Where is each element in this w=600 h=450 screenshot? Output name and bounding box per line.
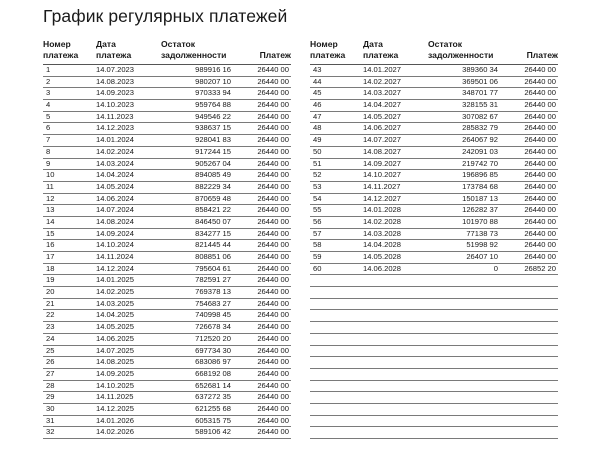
payment-amount-cell: 26440 00 [257,135,289,145]
payment-number-cell: 59 [313,252,322,261]
remaining-debt-cell: 769378 13 [195,287,231,297]
payment-amount-cell: 26440 00 [257,123,289,133]
payment-amount-cell: 26440 00 [257,357,289,367]
payment-number-cell: 9 [46,158,51,168]
payment-date-cell: 14.12.2023 [96,123,135,133]
payment-number-cell: 56 [313,216,322,226]
table-row [310,404,558,416]
remaining-debt-cell: 26407 10 [466,252,498,261]
remaining-debt-cell: 328155 31 [462,100,498,110]
payment-number-cell: 54 [313,193,322,203]
remaining-debt-cell: 668192 08 [195,368,231,378]
payment-number-cell: 53 [313,181,322,191]
payment-amount-cell: 26440 00 [257,427,289,437]
table-row [310,65,558,77]
payment-number-cell: 51 [313,158,322,168]
payment-amount-cell: 26440 00 [524,193,556,203]
payment-number-cell: 47 [313,111,322,121]
table-row [43,392,291,404]
remaining-debt-cell: 196896 85 [462,170,498,180]
remaining-debt-cell: 821445 44 [195,240,231,250]
payment-date-cell: 14.11.2025 [96,392,134,402]
payment-number-cell: 26 [46,357,55,367]
payment-number-cell: 60 [313,263,322,273]
header-payment-amount: Платеж [259,50,291,60]
table-row [43,346,291,358]
payment-date-cell: 14.09.2025 [96,368,135,378]
payment-number-cell: 49 [313,135,322,145]
table-row [43,77,291,89]
payment-date-cell: 14.12.2025 [96,403,135,413]
table-row [43,310,291,322]
payment-date-cell: 14.06.2027 [363,123,402,133]
payment-amount-cell: 26440 00 [257,333,289,343]
payment-date-cell: 14.12.2027 [363,193,402,203]
remaining-debt-cell: 637272 35 [195,392,231,402]
table-row [310,275,558,287]
payment-amount-cell: 26440 00 [257,205,289,215]
payment-amount-cell: 26440 00 [257,252,289,261]
remaining-debt-cell: 870659 48 [195,193,231,203]
payment-number-cell: 21 [46,298,55,308]
payment-date-cell: 14.01.2026 [96,415,135,425]
table-row [310,205,558,217]
payment-date-cell: 14.05.2027 [363,111,402,121]
header-payment-date: Дата платежа [96,39,132,60]
payment-number-cell: 19 [46,275,55,285]
table-row [43,135,291,147]
remaining-debt-cell: 683086 97 [195,357,231,367]
payment-number-cell: 24 [46,333,55,343]
table-body [310,65,558,439]
header-payment-amount: Платеж [526,50,558,60]
table-header [43,39,291,64]
table-row [310,310,558,322]
remaining-debt-cell: 219742 70 [462,158,498,168]
header-remaining-debt: Остаток задолженности [428,39,494,60]
payment-date-cell: 14.09.2027 [363,158,402,168]
payment-amount-cell: 26440 00 [524,76,556,86]
payment-amount-cell: 26440 00 [257,380,289,390]
payment-number-cell: 27 [46,368,55,378]
payment-date-cell: 14.10.2024 [96,240,135,250]
remaining-debt-cell: 938637 15 [195,123,231,133]
payment-date-cell: 14.02.2025 [96,287,135,297]
payment-number-cell: 10 [46,170,55,180]
payment-amount-cell: 26440 00 [257,65,289,74]
table-row [310,392,558,404]
remaining-debt-cell: 712520 20 [195,333,231,343]
table-row [43,252,291,264]
payment-amount-cell: 26440 00 [257,100,289,110]
remaining-debt-cell: 782591 27 [195,275,231,285]
remaining-debt-cell: 348701 77 [462,88,498,98]
header-payment-number: Номер платежа [43,39,79,60]
payment-amount-cell: 26440 00 [524,158,556,168]
payment-amount-cell: 26852 20 [524,263,556,273]
payment-number-cell: 57 [313,228,322,238]
payment-number-cell: 48 [313,123,322,133]
payment-date-cell: 14.01.2024 [96,135,135,145]
payment-date-cell: 14.02.2026 [96,427,135,437]
payment-date-cell: 14.09.2024 [96,228,135,238]
payment-date-cell: 14.03.2028 [363,228,402,238]
remaining-debt-cell: 795604 61 [195,263,231,273]
payment-date-cell: 14.02.2028 [363,216,402,226]
payment-date-cell: 14.05.2025 [96,322,135,332]
table-row [310,170,558,182]
payment-number-cell: 7 [46,135,51,145]
payment-date-cell: 14.03.2027 [363,88,402,98]
payment-amount-cell: 26440 00 [524,170,556,180]
payment-amount-cell: 26440 00 [257,263,289,273]
table-row [310,77,558,89]
table-row [43,100,291,112]
table-row [43,170,291,182]
payment-amount-cell: 26440 00 [524,88,556,98]
table-row [43,416,291,428]
payment-number-cell: 8 [46,146,51,156]
payment-date-cell: 14.12.2024 [96,263,135,273]
payment-number-cell: 6 [46,123,51,133]
payment-amount-cell: 26440 00 [257,287,289,297]
payment-date-cell: 14.08.2027 [363,146,402,156]
payment-number-cell: 20 [46,287,55,297]
payment-number-cell: 23 [46,322,55,332]
table-row [310,264,558,276]
remaining-debt-cell: 834277 15 [195,228,231,238]
payment-date-cell: 14.07.2027 [363,135,402,145]
payment-date-cell: 14.11.2023 [96,111,134,121]
table-row [310,381,558,393]
payment-number-cell: 4 [46,100,51,110]
table-row [310,135,558,147]
payment-number-cell: 13 [46,205,55,215]
table-row [43,65,291,77]
table-row [43,112,291,124]
remaining-debt-cell: 101970 88 [462,216,498,226]
table-row [310,357,558,369]
table-row [43,264,291,276]
remaining-debt-cell: 621255 68 [195,403,231,413]
remaining-debt-cell: 173784 68 [462,181,498,191]
payment-amount-cell: 26440 00 [257,345,289,355]
table-row [43,147,291,159]
table-row [43,194,291,206]
payment-date-cell: 14.05.2024 [96,181,135,191]
remaining-debt-cell: 589106 42 [195,427,231,437]
payment-number-cell: 17 [46,252,55,261]
payment-amount-cell: 26440 00 [257,368,289,378]
payment-number-cell: 15 [46,228,55,238]
payment-amount-cell: 26440 00 [524,123,556,133]
payment-number-cell: 18 [46,263,55,273]
page-title: График регулярных платежей [43,6,288,26]
table-row [43,205,291,217]
table-row [310,416,558,428]
table-row [310,322,558,334]
payment-date-cell: 14.03.2025 [96,298,135,308]
remaining-debt-cell: 917244 15 [195,146,231,156]
payment-number-cell: 2 [46,76,51,86]
payment-date-cell: 14.04.2028 [363,240,402,250]
payment-date-cell: 14.07.2025 [96,345,135,355]
payment-number-cell: 55 [313,205,322,215]
payment-amount-cell: 26440 00 [257,392,289,402]
payment-date-cell: 14.11.2027 [363,181,401,191]
payment-amount-cell: 26440 00 [257,322,289,332]
table-body [43,65,291,439]
payment-date-cell: 14.08.2024 [96,216,135,226]
payment-date-cell: 14.10.2023 [96,100,135,110]
header-payment-number: Номер платежа [310,39,346,60]
payment-date-cell: 14.07.2024 [96,205,135,215]
payment-amount-cell: 26440 00 [257,88,289,98]
table-row [310,123,558,135]
payment-number-cell: 28 [46,380,55,390]
payment-amount-cell: 26440 00 [257,111,289,121]
payment-number-cell: 58 [313,240,322,250]
table-row [43,322,291,334]
payment-amount-cell: 26440 00 [524,205,556,215]
payment-amount-cell: 26440 00 [257,193,289,203]
remaining-debt-cell: 894085 49 [195,170,231,180]
remaining-debt-cell: 697734 30 [195,345,231,355]
table-header [310,39,558,64]
payment-number-cell: 52 [313,170,322,180]
payment-amount-cell: 26440 00 [524,228,556,238]
remaining-debt-cell: 989916 16 [195,65,231,74]
payment-amount-cell: 26440 00 [524,65,556,74]
table-row [310,240,558,252]
table-row [310,194,558,206]
payment-amount-cell: 26440 00 [257,181,289,191]
payment-amount-cell: 26440 00 [257,146,289,156]
payment-date-cell: 14.10.2027 [363,170,402,180]
payment-date-cell: 14.02.2027 [363,76,402,86]
table-row [43,299,291,311]
payment-amount-cell: 26440 00 [257,275,289,285]
payment-number-cell: 3 [46,88,51,98]
payment-amount-cell: 26440 00 [257,310,289,320]
payment-amount-cell: 26440 00 [257,170,289,180]
schedule-table-left [43,39,291,439]
payment-date-cell: 14.06.2025 [96,333,135,343]
payment-date-cell: 14.09.2023 [96,88,135,98]
payment-date-cell: 14.06.2028 [363,263,402,273]
table-row [43,275,291,287]
payment-date-cell: 14.10.2025 [96,380,135,390]
table-row [310,159,558,171]
table-row [310,182,558,194]
table-row [43,159,291,171]
remaining-debt-cell: 51998 92 [466,240,498,250]
table-row [310,427,558,439]
payment-amount-cell: 26440 00 [257,216,289,226]
payment-date-cell: 14.01.2028 [363,205,402,215]
remaining-debt-cell: 726678 34 [195,322,231,332]
payment-date-cell: 14.06.2024 [96,193,135,203]
header-payment-date: Дата платежа [363,39,399,60]
table-row [43,182,291,194]
payment-date-cell: 14.03.2024 [96,158,135,168]
remaining-debt-cell: 126282 37 [462,205,498,215]
remaining-debt-cell: 150187 13 [462,193,498,203]
table-row [310,229,558,241]
payment-amount-cell: 26440 00 [257,158,289,168]
payment-amount-cell: 26440 00 [524,146,556,156]
table-row [310,147,558,159]
payment-amount-cell: 26440 00 [257,228,289,238]
table-row [43,240,291,252]
remaining-debt-cell: 858421 22 [195,205,231,215]
payment-number-cell: 25 [46,345,55,355]
remaining-debt-cell: 882229 34 [195,181,231,191]
payment-number-cell: 11 [46,181,54,191]
payment-amount-cell: 26440 00 [524,111,556,121]
payment-amount-cell: 26440 00 [524,100,556,110]
remaining-debt-cell: 928041 83 [195,135,231,145]
table-row [43,427,291,439]
remaining-debt-cell: 959764 88 [195,100,231,110]
table-row [43,217,291,229]
remaining-debt-cell: 389360 34 [462,65,498,74]
payment-amount-cell: 26440 00 [257,76,289,86]
header-remaining-debt: Остаток задолженности [161,39,227,60]
payment-number-cell: 16 [46,240,55,250]
payment-date-cell: 14.07.2023 [96,65,135,74]
payment-date-cell: 14.05.2028 [363,252,402,261]
table-row [310,252,558,264]
payment-number-cell: 45 [313,88,322,98]
payment-date-cell: 14.08.2023 [96,76,135,86]
remaining-debt-cell: 905267 04 [195,158,231,168]
table-row [43,229,291,241]
remaining-debt-cell: 808851 06 [195,252,231,261]
table-row [310,217,558,229]
remaining-debt-cell: 285832 79 [462,123,498,133]
remaining-debt-cell: 754683 27 [195,298,231,308]
table-row [43,334,291,346]
remaining-debt-cell: 652681 14 [195,380,231,390]
table-row [310,100,558,112]
payment-date-cell: 14.02.2024 [96,146,135,156]
payment-amount-cell: 26440 00 [257,240,289,250]
payment-number-cell: 14 [46,216,55,226]
table-row [43,287,291,299]
table-row [310,369,558,381]
table-row [310,299,558,311]
schedule-table-right [310,39,558,439]
payment-amount-cell: 26440 00 [257,403,289,413]
payment-number-cell: 31 [46,415,55,425]
payment-amount-cell: 26440 00 [524,252,556,261]
payment-number-cell: 22 [46,310,55,320]
remaining-debt-cell: 264067 92 [462,135,498,145]
remaining-debt-cell: 605315 75 [195,415,231,425]
payment-date-cell: 14.04.2027 [363,100,402,110]
table-row [43,369,291,381]
payment-amount-cell: 26440 00 [257,298,289,308]
payment-date-cell: 14.01.2027 [363,65,402,74]
payment-date-cell: 14.08.2025 [96,357,135,367]
remaining-debt-cell: 949546 22 [195,111,231,121]
payment-number-cell: 1 [46,65,51,74]
payment-amount-cell: 26440 00 [257,415,289,425]
remaining-debt-cell: 846450 07 [195,216,231,226]
table-row [43,404,291,416]
remaining-debt-cell: 0 [493,263,498,273]
table-row [43,88,291,100]
remaining-debt-cell: 77138 73 [466,228,498,238]
table-row [310,287,558,299]
payment-amount-cell: 26440 00 [524,240,556,250]
payment-number-cell: 46 [313,100,322,110]
table-row [310,346,558,358]
payment-number-cell: 44 [313,76,322,86]
payment-amount-cell: 26440 00 [524,216,556,226]
remaining-debt-cell: 970333 94 [195,88,231,98]
table-row [310,334,558,346]
payment-amount-cell: 26440 00 [524,135,556,145]
payment-number-cell: 29 [46,392,55,402]
table-row [43,381,291,393]
payment-date-cell: 14.04.2024 [96,170,135,180]
table-row [43,123,291,135]
payment-date-cell: 14.04.2025 [96,310,135,320]
payment-number-cell: 5 [46,111,51,121]
remaining-debt-cell: 307082 67 [462,111,498,121]
remaining-debt-cell: 740998 45 [195,310,231,320]
payment-number-cell: 12 [46,193,55,203]
payment-date-cell: 14.11.2024 [96,252,134,261]
payment-date-cell: 14.01.2025 [96,275,135,285]
payment-number-cell: 30 [46,403,55,413]
payment-number-cell: 50 [313,146,322,156]
remaining-debt-cell: 369501 06 [462,76,498,86]
table-row [43,357,291,369]
payment-number-cell: 43 [313,65,322,74]
table-row [310,88,558,100]
remaining-debt-cell: 242091 03 [462,146,498,156]
payment-number-cell: 32 [46,427,55,437]
remaining-debt-cell: 980207 10 [195,76,231,86]
payment-amount-cell: 26440 00 [524,181,556,191]
table-row [310,112,558,124]
